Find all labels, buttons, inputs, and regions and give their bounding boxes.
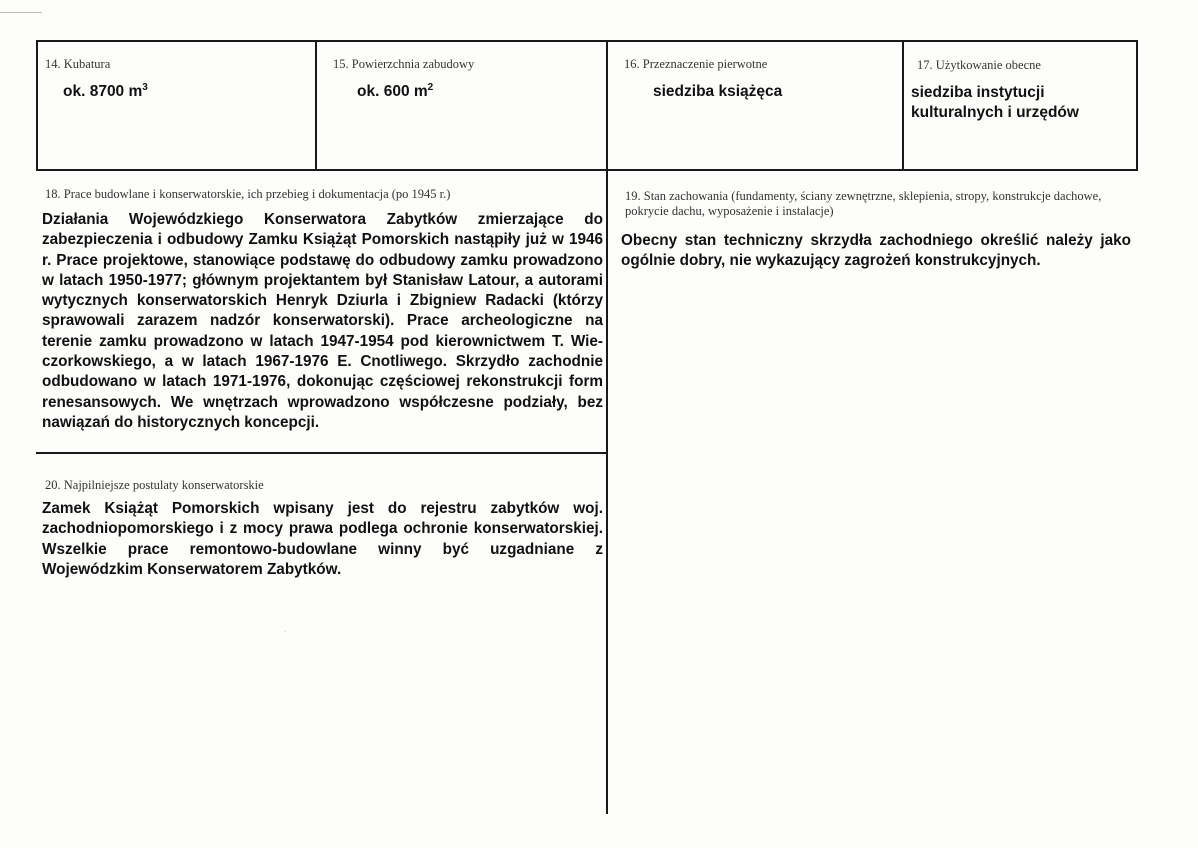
field-16-label: 16. Przeznaczenie pierwotne [624, 57, 768, 71]
field-17-label: 17. Użytkowanie obecne [917, 58, 1041, 72]
field-15-value-text: ok. 600 m [357, 83, 428, 100]
field-16-value: siedziba książęca [653, 83, 783, 100]
field18-bottom-border [36, 452, 608, 454]
field-17-value-line2: kulturalnych i urzędów [911, 104, 1079, 121]
divider-16-17 [902, 40, 904, 171]
right-border-row1 [1136, 40, 1138, 171]
field-15-value [357, 82, 433, 102]
field-14-value [63, 82, 148, 102]
field-17-value-line1: siedziba instytucji [911, 84, 1045, 101]
field-15-label: 15. Powierzchnia zabudowy [333, 57, 475, 71]
field-18-text: Działania Wojewódzkiego Konserwatora Zabytków zmierzające do zabezpieczenia i odbudowy Zamku Książąt Pomorskich nastąpiły już w 1946 r. Prace projektowe, stanowiące podstawę do odbudowy zamku prowadzono w latach 1950-1977; głównym projektantem był Stanisław Latour, a autorami wytycznych konserwatorskich Henryk Dziurla i Zbigniew Radacki (którzy sprawowali zarazem nadzór konserwatorski). Prace archeologiczne na terenie zamku prowadzono w latach 1947-1954 pod kierownictwem T. Wieczorkowskiego, a w latach 1967-1976 E. Cnotliwego. Skrzydło zachodnie odbudowano w latach 1971-1976, dokonując częściowej rekonstrukcji form renesansowych. We wnętrzach wprowadzono współczesne podziały, bez nawiązań do historycznych koncepcji. [42, 211, 603, 431]
field-19-label: 19. Stan zachowania (fundamenty, ściany zewnętrzne, sklepienia, stropy, konstrukcje dachowe, pokrycie dachu, wyposażenie i instalacje) [625, 189, 1102, 218]
divider-main [606, 40, 608, 814]
top-border [36, 40, 1138, 42]
divider-14-15 [315, 40, 317, 171]
field-14-label: 14. Kubatura [45, 57, 111, 71]
field-14-value-text: ok. 8700 m [63, 83, 143, 100]
field-15-unit-exponent: 2 [427, 82, 434, 93]
row1-bottom-border [36, 169, 1138, 171]
field-20-text: Zamek Książąt Pomorskich wpisany jest do rejestru zabytków woj. zachodniopomorskiego i z mocy prawa podlega ochronie konserwatorskiej. Wszelkie prace remontowo-budowlane winny być uzgadniane z Wojewódzkim Konserwatorem Zabytków. [42, 500, 603, 578]
field-19-text: Obecny stan techniczny skrzydła zachodniego określić należy jako ogólnie dobry, nie wykazujący zagrożeń konstrukcyjnych. [621, 232, 1131, 270]
left-border-row1 [36, 40, 38, 171]
field-18-label: 18. Prace budowlane i konserwatorskie, ich przebieg i dokumentacja (po 1945 r.) [45, 187, 451, 201]
scan-speck: · [284, 628, 287, 635]
field-20-label: 20. Najpilniejsze postulaty konserwatorskie [45, 478, 264, 492]
field-14-unit-exponent: 3 [142, 82, 148, 93]
scan-edge-mark [0, 12, 42, 13]
